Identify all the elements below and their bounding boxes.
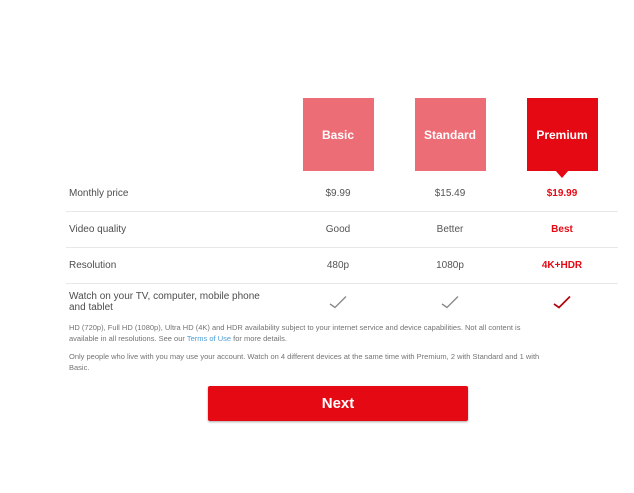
- standard-monthly-price: $15.49: [434, 188, 466, 199]
- table-row-video-quality: [66, 212, 618, 248]
- next-button[interactable]: Next: [208, 386, 468, 421]
- row-label: Resolution: [69, 259, 117, 271]
- fine-print-paragraph-2: Only people who live with you may use your account. Watch on 4 different devices at the same time with Premium, 2 with Standard and 1 with Basic.: [69, 352, 540, 372]
- check-icon: [328, 295, 348, 309]
- plan-header-row: [66, 98, 618, 176]
- row-label: Video quality: [69, 223, 127, 235]
- premium-resolution: 4K+HDR: [541, 260, 583, 271]
- premium-monthly-price: $19.99: [546, 188, 578, 199]
- plan-card-standard-label: Standard: [423, 127, 476, 142]
- check-icon-red: [552, 295, 572, 309]
- plan-card-premium-cell: [506, 98, 618, 171]
- premium-devices-cell: [506, 295, 618, 309]
- basic-monthly-price: $9.99: [325, 188, 351, 199]
- table-row-resolution: [66, 248, 618, 284]
- plan-card-basic-cell: [282, 98, 394, 171]
- plan-card-basic-label: Basic: [321, 127, 355, 142]
- standard-resolution: 1080p: [436, 260, 464, 271]
- basic-video-quality: Good: [325, 224, 351, 235]
- plan-card-premium[interactable]: [527, 98, 598, 171]
- plan-card-standard-cell: [394, 98, 506, 171]
- check-icon: [440, 295, 460, 309]
- standard-devices-cell: [394, 295, 506, 309]
- standard-video-quality: Better: [436, 224, 464, 235]
- plan-card-premium-label: Premium: [536, 127, 588, 142]
- row-label: Monthly price: [69, 187, 129, 199]
- plan-card-standard[interactable]: [415, 98, 486, 171]
- row-label: Watch on your TV, computer, mobile phone and tablet: [69, 290, 260, 313]
- selected-plan-pointer-icon: [555, 170, 569, 178]
- basic-devices-cell: [282, 295, 394, 309]
- plan-comparison-grid: [66, 98, 618, 320]
- table-row-devices: [66, 284, 618, 320]
- fine-print: [69, 323, 543, 381]
- basic-resolution: 480p: [326, 260, 350, 271]
- table-row-monthly-price: [66, 176, 618, 212]
- premium-video-quality: Best: [551, 224, 573, 235]
- fine-print-p1-before: HD (720p), Full HD (1080p), Ultra HD (4K) and HDR availability subject to your internet service and device capabilities. Not all content is available in all resolutions. See our: [69, 323, 521, 343]
- terms-of-use-link[interactable]: Terms of Use: [186, 333, 232, 343]
- fine-print-paragraph-1: [69, 323, 543, 344]
- plan-card-basic[interactable]: [303, 98, 374, 171]
- fine-print-p1-after: for more details.: [231, 333, 287, 343]
